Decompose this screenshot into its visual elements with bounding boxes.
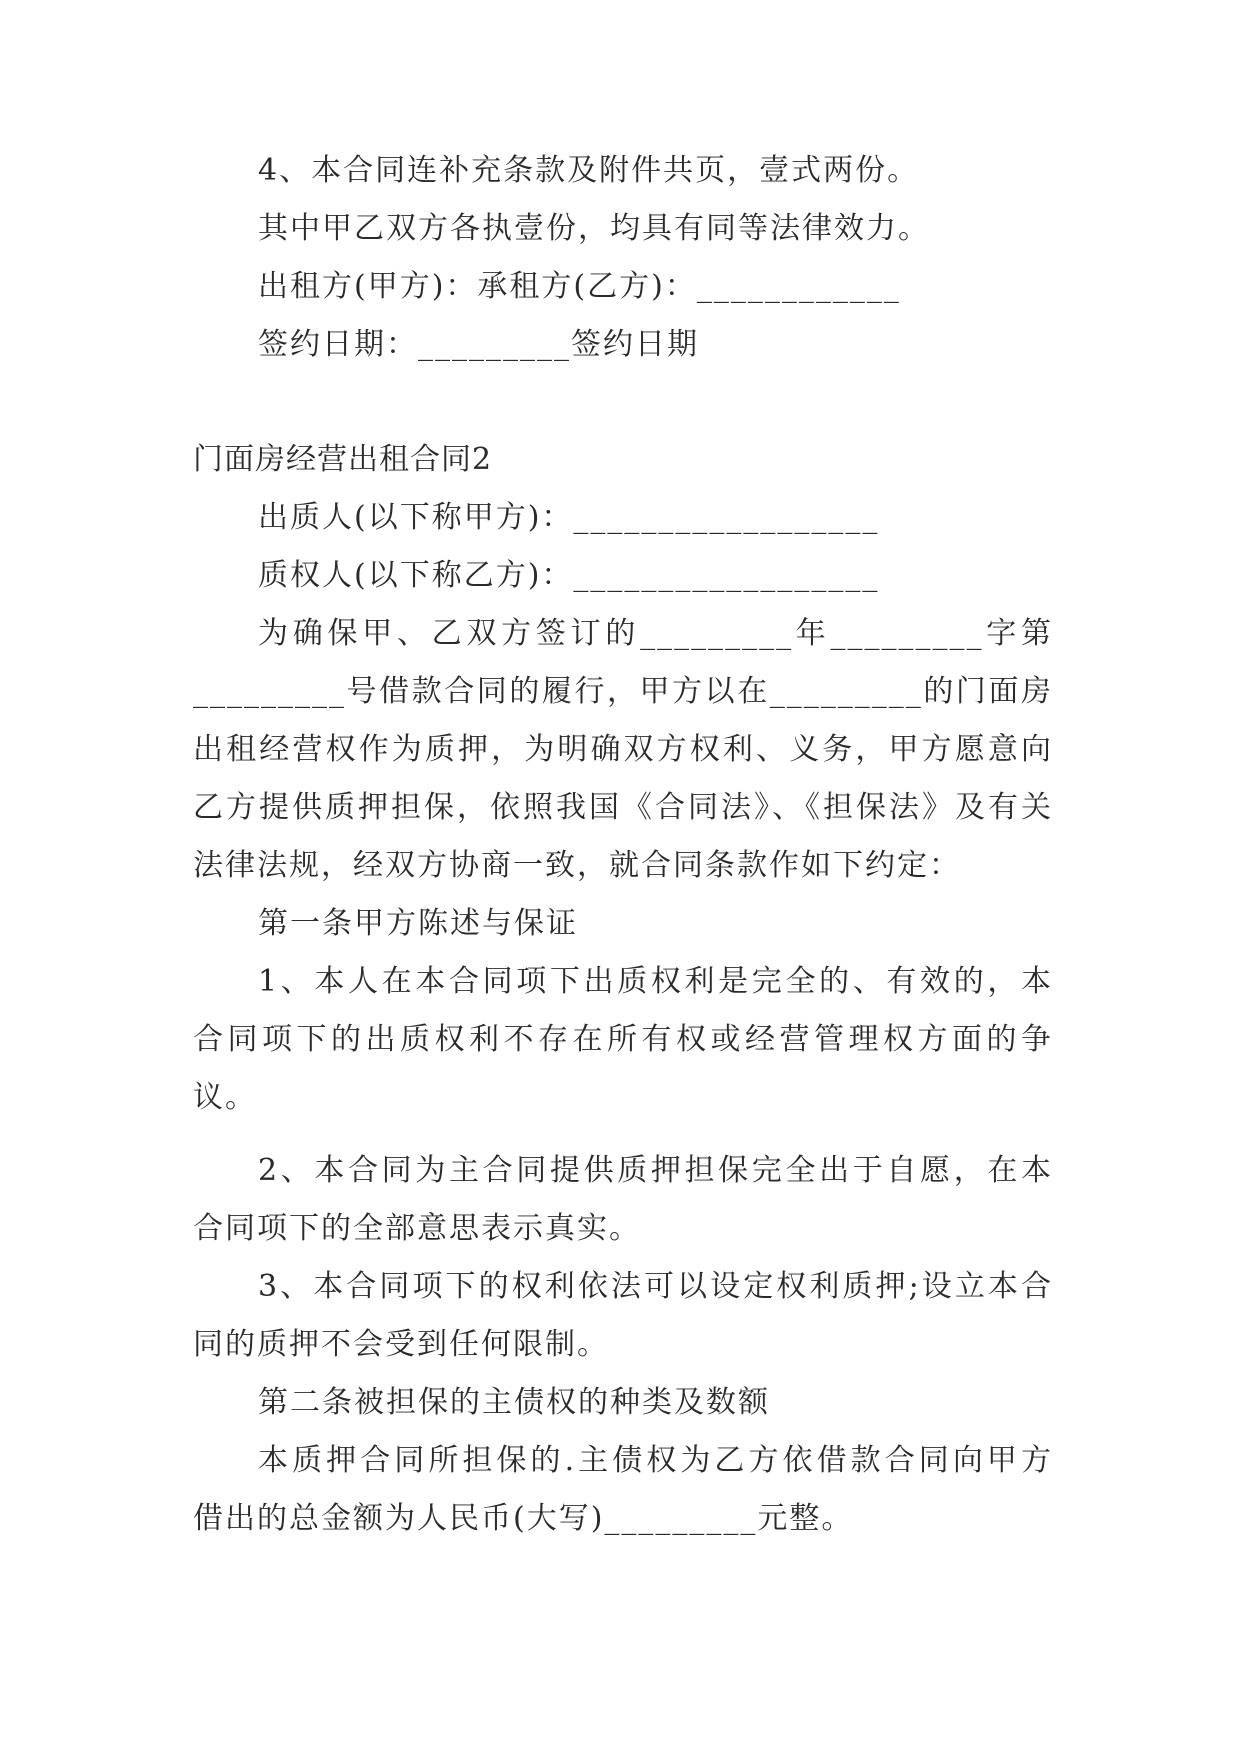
text-line: 本质押合同所担保的.主债权为乙方依借款合同向甲方 <box>258 1443 1053 1478</box>
section-heading: 门面房经营出租合同2 <box>193 442 493 477</box>
text-line: 1、本人在本合同项下出质权利是完全的、有效的，本 <box>258 964 1053 999</box>
text-line: 议。 <box>193 1080 257 1115</box>
text-line: 3、本合同项下的权利依法可以设定权利质押;设立本合 <box>258 1269 1053 1304</box>
text-line: 为确保甲、乙双方签订的_________年_________字第 <box>258 616 1053 651</box>
text-line: 质权人(以下称乙方)：__________________ <box>258 558 880 593</box>
text-line: _________号借款合同的履行，甲方以在_________的门面房 <box>193 674 1053 709</box>
clause-heading: 第二条被担保的主债权的种类及数额 <box>258 1385 770 1420</box>
text-line: 出租方(甲方)：承租方(乙方)：____________ <box>258 269 901 304</box>
text-line: 同的质押不会受到任何限制。 <box>193 1327 609 1362</box>
text-line: 4、本合同连补充条款及附件共页，壹式两份。 <box>258 153 920 188</box>
text-line: 法律法规，经双方协商一致，就合同条款作如下约定： <box>193 848 961 883</box>
text-line: 2、本合同为主合同提供质押担保完全出于自愿，在本 <box>258 1153 1053 1188</box>
text-line: 出租经营权作为质押，为明确双方权利、义务，甲方愿意向 <box>193 732 1053 767</box>
text-line: 合同项下的出质权利不存在所有权或经营管理权方面的争 <box>193 1022 1053 1057</box>
text-line: 合同项下的全部意思表示真实。 <box>193 1211 641 1246</box>
text-line: 乙方提供质押担保，依照我国《合同法》、《担保法》及有关 <box>193 790 1053 825</box>
text-line: 其中甲乙双方各执壹份，均具有同等法律效力。 <box>258 211 930 246</box>
text-line: 出质人(以下称甲方)：__________________ <box>258 500 880 535</box>
text-line: 签约日期：_________签约日期 <box>258 327 699 362</box>
clause-heading: 第一条甲方陈述与保证 <box>258 906 578 941</box>
text-line: 借出的总金额为人民币(大写)_________元整。 <box>193 1501 854 1536</box>
